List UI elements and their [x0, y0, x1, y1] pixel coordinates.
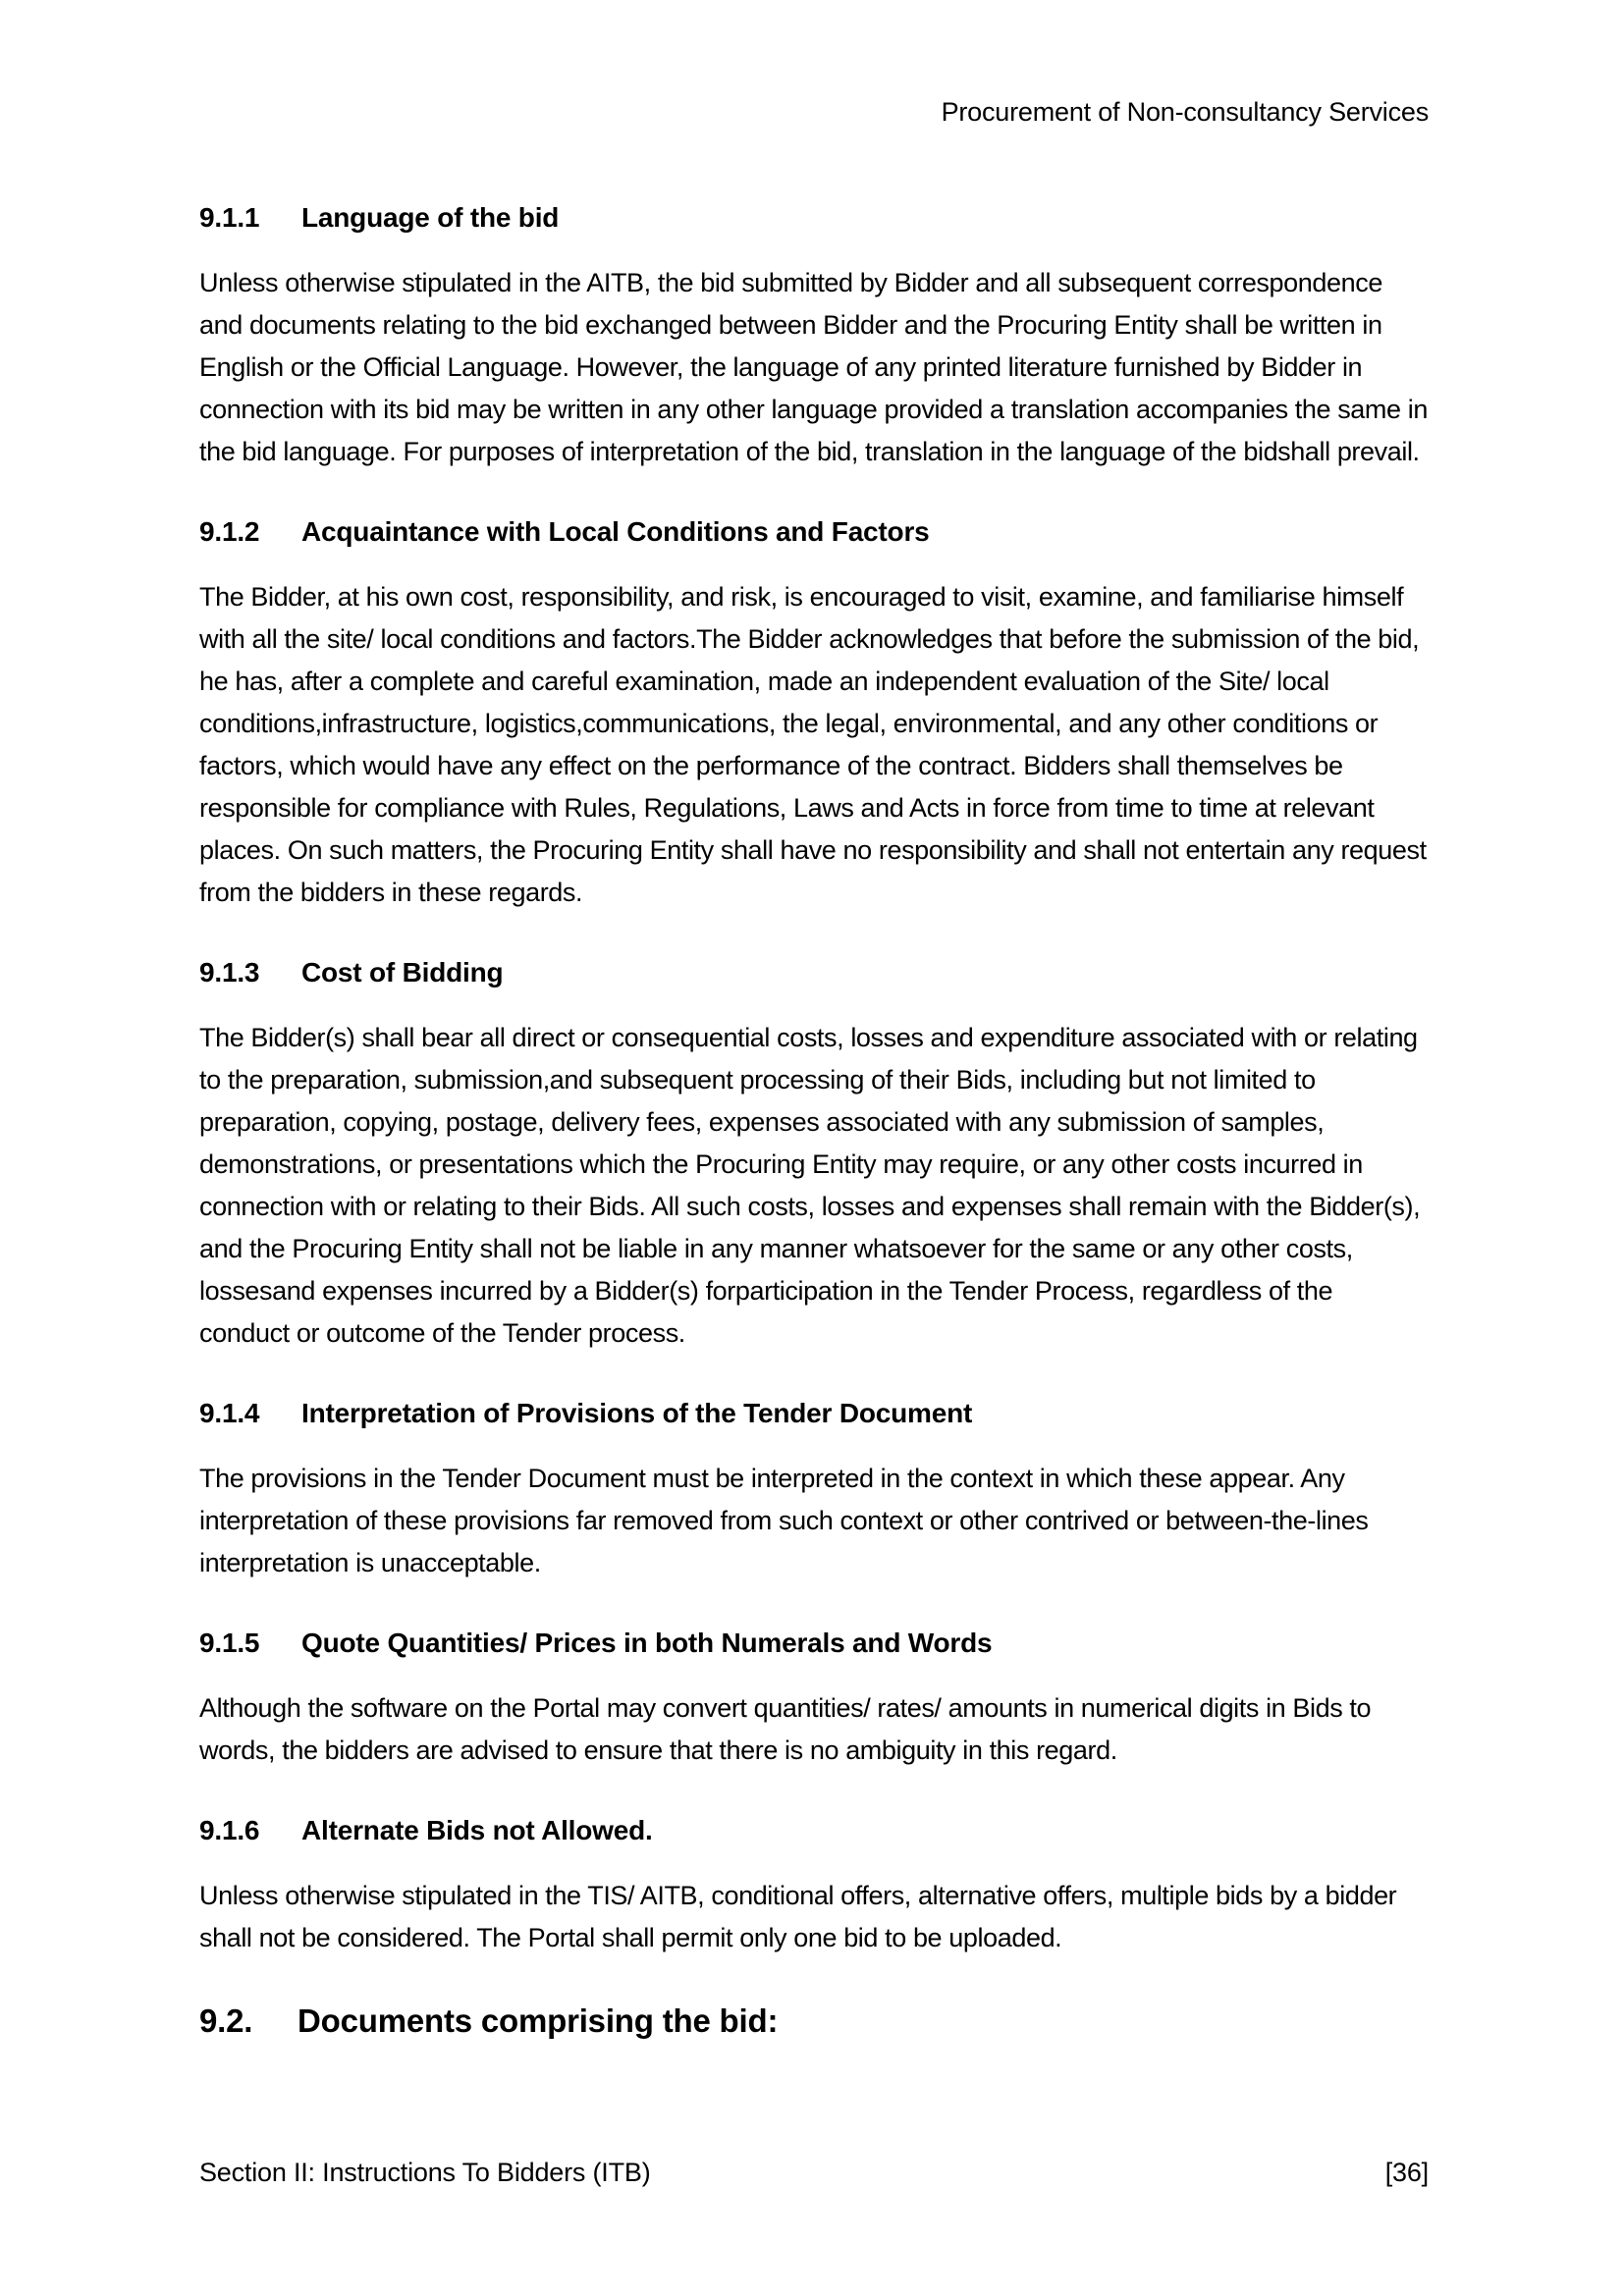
- section-number: 9.1.3: [199, 957, 260, 988]
- section-heading: [199, 510, 1429, 553]
- page-footer: [199, 2155, 1429, 2190]
- section-title: Interpretation of Provisions of the Tender Document: [301, 1398, 973, 1428]
- section-title: Documents comprising the bid:: [298, 2002, 779, 2039]
- section-paragraph: The Bidder(s) shall bear all direct or consequential costs, losses and expenditure associated with or relating to the preparation, submission,and subsequent processing of their Bids, including but not limited to preparation, copying, postage, delivery fees, expenses associated with any submission of samples, demonstrations, or presentations which the Procuring Entity may require, or any other costs incurred in connection with or relating to their Bids. All such costs, losses and expenses shall remain with the Bidder(s), and the Procuring Entity shall not be liable in any manner whatsoever for the same or any other costs, lossesand expenses incurred by a Bidder(s) forparticipation in the Tender Process, regardless of the conduct or outcome of the Tender process.: [199, 1023, 1421, 1348]
- section-heading: [199, 1392, 1429, 1434]
- header-title: Procurement of Non-consultancy Services: [941, 97, 1429, 127]
- section-heading: [199, 1622, 1429, 1664]
- section-paragraph: Unless otherwise stipulated in the TIS/ AITB, conditional offers, alternative offers, multiple bids by a bidder shall not be considered. The Portal shall permit only one bid to be uploaded.: [199, 1881, 1397, 1952]
- section-number: 9.1.5: [199, 1628, 260, 1658]
- document-section: [199, 196, 1429, 473]
- section-paragraph: Unless otherwise stipulated in the AITB, the bid submitted by Bidder and all subsequent correspondence and documents relating to the bid exchanged between Bidder and the Procuring Entity shall be written in English or the Official Language. However, the language of any printed literature furnished by Bidder in connection with its bid may be written in any other language provided a translation accompanies the same in the bid language. For purposes of interpretation of the bid, translation in the language of the bidshall prevail.: [199, 268, 1428, 466]
- document-section: [199, 1999, 1429, 2044]
- section-title: Alternate Bids not Allowed.: [301, 1815, 653, 1845]
- section-title: Language of the bid: [301, 202, 560, 233]
- footer-page-number: [36]: [1384, 2158, 1429, 2187]
- section-title: Cost of Bidding: [301, 957, 504, 988]
- section-heading: [199, 1999, 1429, 2044]
- document-section: [199, 1622, 1429, 1772]
- section-title: Acquaintance with Local Conditions and Factors: [301, 516, 930, 547]
- document-section: [199, 1809, 1429, 1959]
- footer-section-label: Section II: Instructions To Bidders (ITB): [199, 2158, 651, 2187]
- section-heading: [199, 951, 1429, 993]
- section-number: 9.1.2: [199, 516, 260, 547]
- page-header: [199, 94, 1429, 130]
- section-heading: [199, 196, 1429, 239]
- section-paragraph: The Bidder, at his own cost, responsibility, and risk, is encouraged to visit, examine, and familiarise himself with all the site/ local conditions and factors.The Bidder acknowledges that before the submission of the bid, he has, after a complete and careful examination, made an independent evaluation of the Site/ local conditions,infrastructure, logistics,communications, the legal, environmental, and any other conditions or factors, which would have any effect on the performance of the contract. Bidders shall themselves be responsible for compliance with Rules, Regulations, Laws and Acts in force from time to time at relevant places. On such matters, the Procuring Entity shall have no responsibility and shall not entertain any request from the bidders in these regards.: [199, 582, 1427, 907]
- section-heading: [199, 1809, 1429, 1851]
- document-section: [199, 1392, 1429, 1584]
- section-paragraph: The provisions in the Tender Document must be interpreted in the context in which these appear. Any interpretation of these provisions far removed from such context or other contrived or between-the-lines interpretation is unacceptable.: [199, 1464, 1369, 1577]
- section-number: 9.1.6: [199, 1815, 260, 1845]
- document-section: [199, 510, 1429, 914]
- section-number: 9.2.: [199, 2002, 253, 2039]
- section-title: Quote Quantities/ Prices in both Numerals and Words: [301, 1628, 993, 1658]
- section-paragraph: Although the software on the Portal may convert quantities/ rates/ amounts in numerical digits in Bids to words, the bidders are advised to ensure that there is no ambiguity in this regard.: [199, 1693, 1372, 1765]
- document-section: [199, 951, 1429, 1355]
- section-number: 9.1.1: [199, 202, 260, 233]
- document-content: [199, 159, 1429, 2067]
- section-number: 9.1.4: [199, 1398, 260, 1428]
